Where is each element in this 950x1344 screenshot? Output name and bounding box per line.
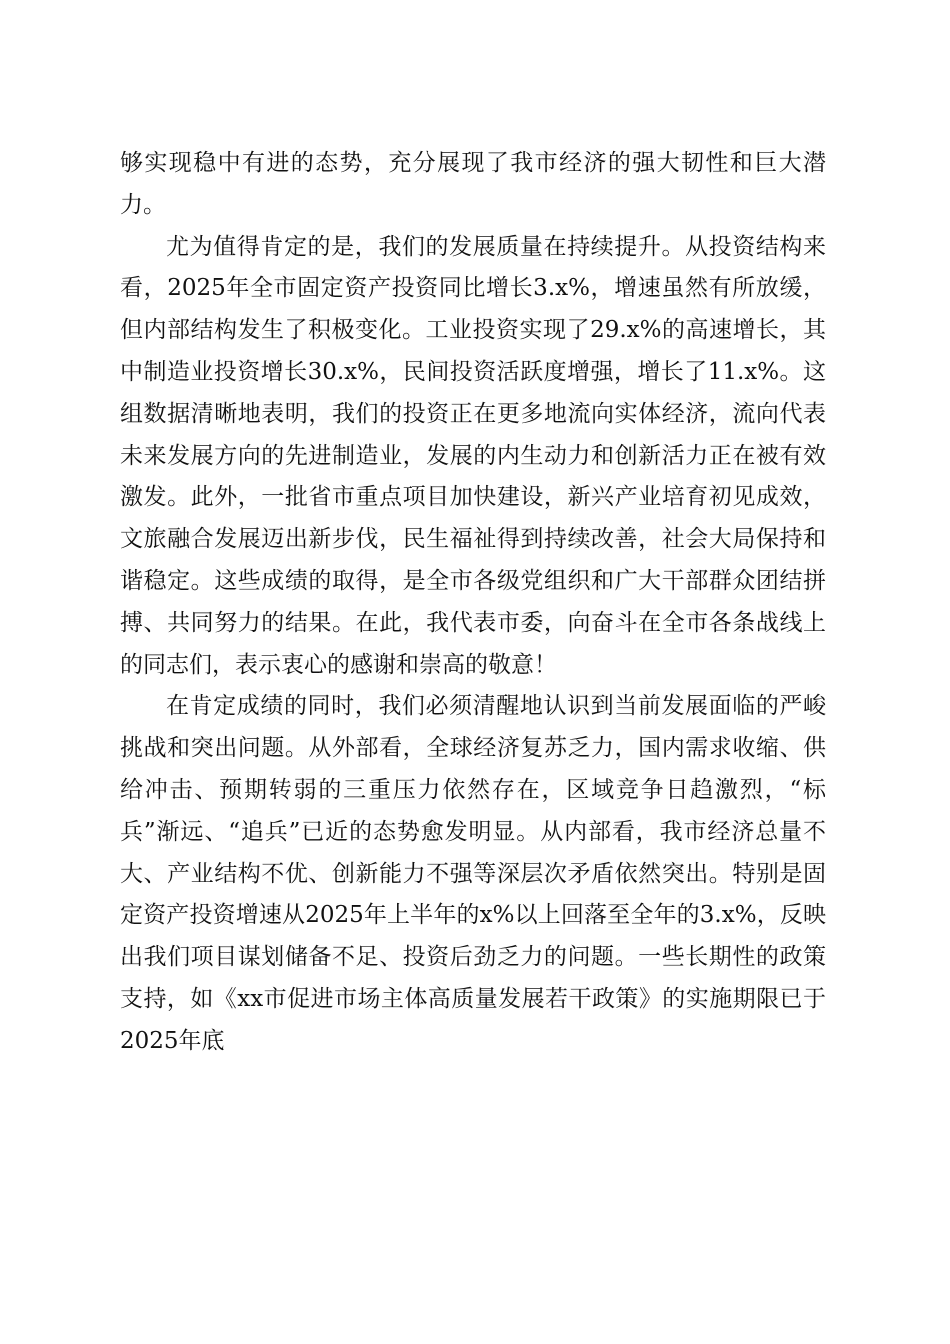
paragraph-challenges: 在肯定成绩的同时，我们必须清醒地认识到当前发展面临的严峻挑战和突出问题。从外部看，全球经济复苏乏力，国内需求收缩、供给冲击、预期转弱的三重压力依然存在，区域竞争日趋激烈，“标兵”渐远、“追兵”已近的态势愈发明显。从内部看，我市经济总量不大、产业结构不优、创新能力不强等深层次矛盾依然突出。特别是固定资产投资增速从2025年上半年的x%以上回落至全年的3.x%，反映出我们项目谋划储备不足、投资后劲乏力的问题。一些长期性的政策支持，如《xx市促进市场主体高质量发展若干政策》的实施期限已于2025年底 [120, 693, 826, 1054]
document-body [120, 143, 826, 1063]
paragraph-development-quality: 尤为值得肯定的是，我们的发展质量在持续提升。从投资结构来看，2025年全市固定资产投资同比增长3.x%，增速虽然有所放缓，但内部结构发生了积极变化。工业投资实现了29.x%的高速增长，其中制造业投资增长30.x%，民间投资活跃度增强，增长了11.x%。这组数据清晰地表明，我们的投资正在更多地流向实体经济，流向代表未来发展方向的先进制造业，发展的内生动力和创新活力正在被有效激发。此外，一批省市重点项目加快建设，新兴产业培育初见成效，文旅融合发展迈出新步伐，民生福祉得到持续改善，社会大局保持和谐稳定。这些成绩的取得，是全市各级党组织和广大干部群众团结拼搏、共同努力的结果。在此，我代表市委，向奋斗在全市各条战线上的同志们，表示衷心的感谢和崇高的敬意！ [120, 233, 826, 678]
paragraph-continuation: 够实现稳中有进的态势，充分展现了我市经济的强大韧性和巨大潜力。 [120, 150, 826, 218]
